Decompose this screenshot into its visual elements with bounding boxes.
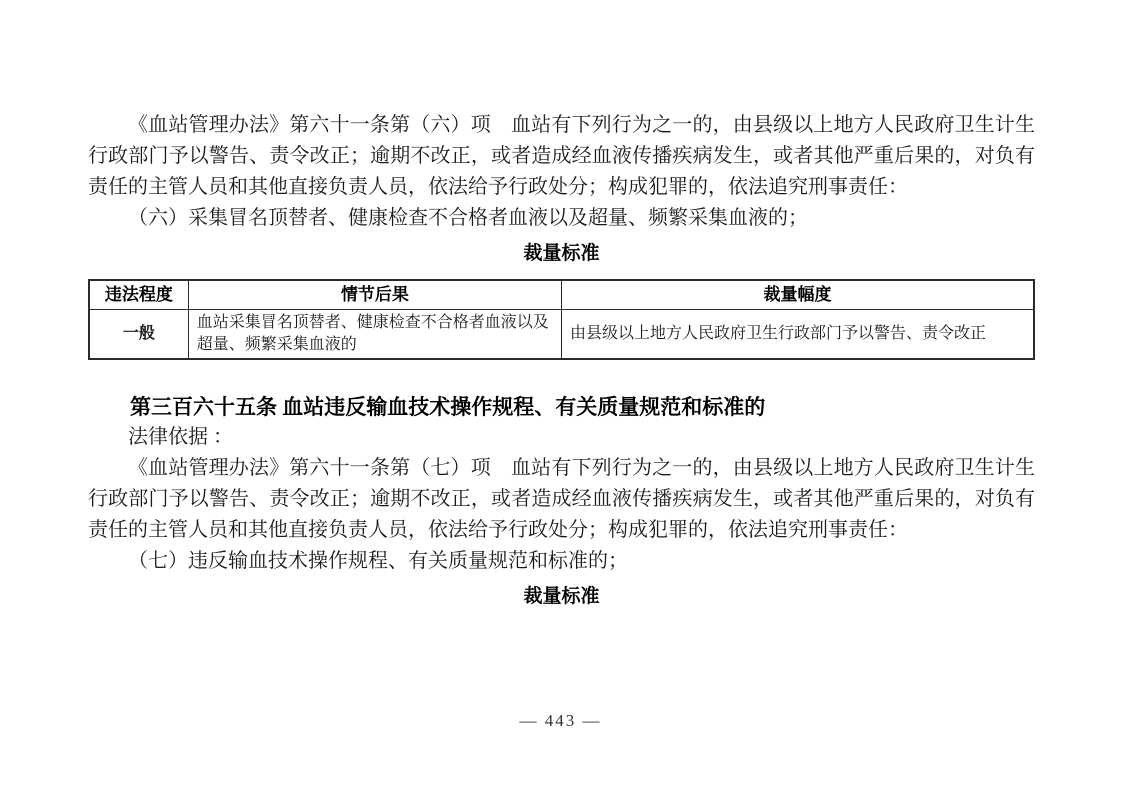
article-365-heading: 第三百六十五条 血站违反输血技术操作规程、有关质量规范和标准的 — [130, 395, 766, 419]
column-header-circumstance: 情节后果 — [188, 280, 561, 310]
legal-basis-label: 法律依据 ： — [128, 426, 233, 448]
cell-discretion-range: 由县级以上地方人民政府卫生行政部门予以警告、责令改正 — [561, 310, 1034, 360]
discretion-table — [88, 279, 1035, 360]
violation-item-6: （六）采集冒名顶替者、健康检查不合格者血液以及超量、频繁采集血液的； — [128, 207, 808, 229]
page-number: — 443 — — [519, 711, 602, 730]
discretion-standard-title-2: 裁量标准 — [523, 586, 600, 607]
legal-basis-paragraph-item6: 《血站管理办法》第六十一条第（六）项 血站有下列行为之一的，由县级以上地方人民政府卫生计生行政部门予以警告、责令改正；逾期不改正，或者造成经血液传播疾病发生，或者其他严重后果的，对负有责任的主管人员和其他直接负责人员，依法给予行政处分；构成犯罪的，依法追究刑事责任： — [88, 114, 1035, 198]
cell-circumstance: 血站采集冒名顶替者、健康检查不合格者血液以及超量、频繁采集血液的 — [188, 310, 561, 360]
legal-basis-paragraph-item7: 《血站管理办法》第六十一条第（七）项 血站有下列行为之一的，由县级以上地方人民政府卫生计生行政部门予以警告、责令改正；逾期不改正，或者造成经血液传播疾病发生，或者其他严重后果的，对负有责任的主管人员和其他直接负责人员，依法给予行政处分；构成犯罪的，依法追究刑事责任： — [88, 457, 1035, 541]
cell-violation-degree: 一般 — [89, 310, 188, 360]
column-header-violation-degree: 违法程度 — [89, 280, 188, 310]
column-header-discretion-range: 裁量幅度 — [561, 280, 1034, 310]
violation-item-7: （七）违反输血技术操作规程、有关质量规范和标准的； — [128, 550, 628, 572]
discretion-standard-title-1: 裁量标准 — [523, 243, 600, 264]
table-header-row — [89, 280, 1034, 310]
table-row — [89, 310, 1034, 360]
